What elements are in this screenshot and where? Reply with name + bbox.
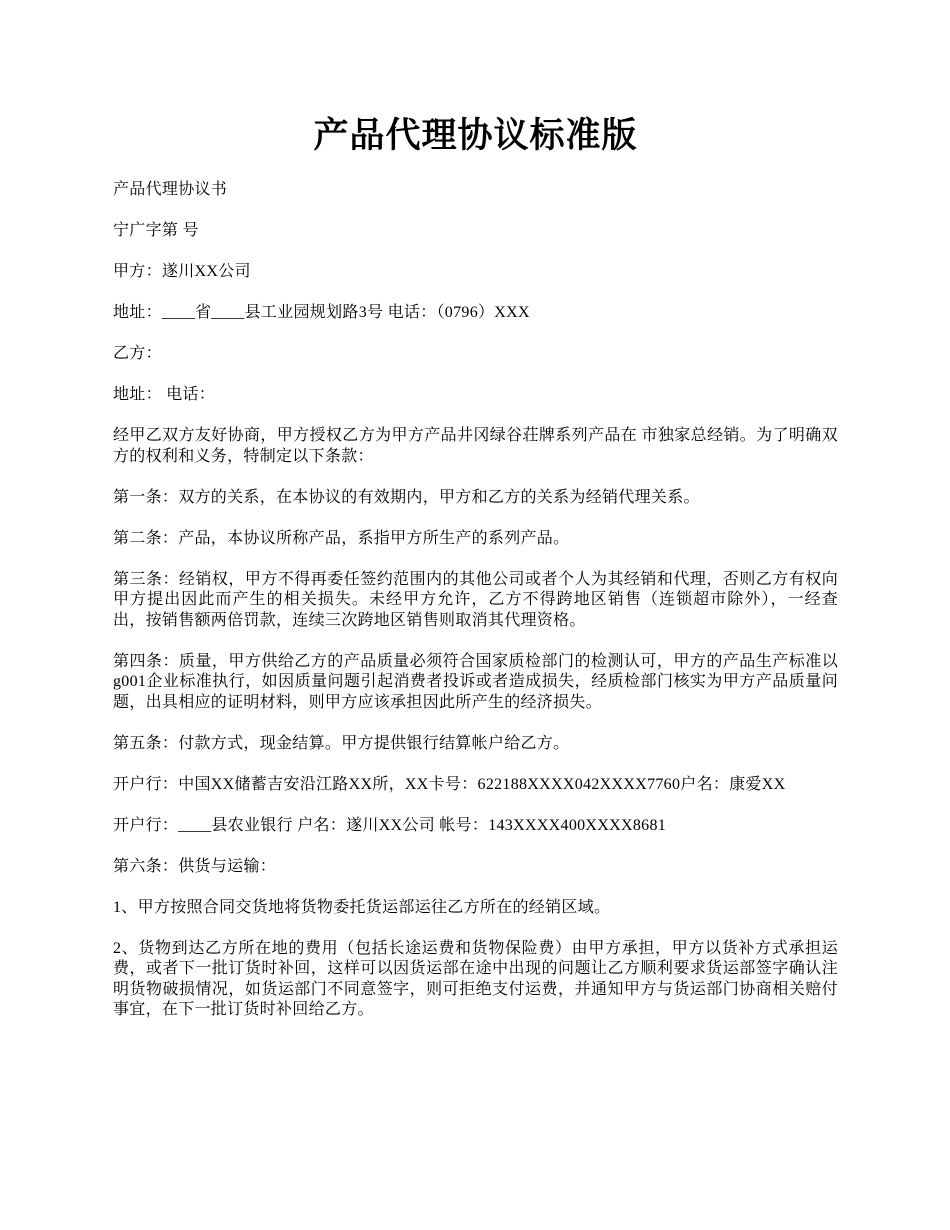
article-1: 第一条：双方的关系，在本协议的有效期内，甲方和乙方的关系为经销代理关系。	[113, 488, 700, 506]
doc-subtitle: 产品代理协议书	[113, 181, 228, 198]
article-4: 第四条：质量，甲方供给乙方的产品质量必须符合国家质检部门的检测认可，甲方的产品生产标准以g001企业标准执行，如因质量问题引起消费者投诉或者造成损失，经质检部门核实为甲方产品质量问题，出具相应的证明材料，则甲方应该承担因此所产生的经济损失。	[113, 652, 838, 711]
bank-account-2: 开户行：____县农业银行 户名：遂川XX公司 帐号：143XXXX400XXXX8681	[113, 816, 667, 834]
article-6-item-1: 1、甲方按照合同交货地将货物委托货运部运往乙方所在的经销区域。	[113, 898, 611, 916]
party-a-address: 地址：____省____县工业园规划路3号 电话：（0796）XXX	[113, 304, 530, 321]
article-5: 第五条：付款方式，现金结算。甲方提供银行结算帐户给乙方。	[113, 734, 570, 752]
party-b-name: 乙方：	[113, 345, 162, 362]
article-6-item-2: 2、货物到达乙方所在地的费用（包括长途运费和货物保险费）由甲方承担，甲方以货补方式承担运费，或者下一批订货时补回，这样可以因货运部在途中出现的问题让乙方顺利要求货运部签字确认注明货物破损情况，如货运部门不同意签字，则可拒绝支付运费，并通知甲方与货运部门协商相关赔付事宜，在下一批订货时补回给乙方。	[113, 939, 838, 1018]
party-b-address: 地址： 电话：	[113, 386, 216, 403]
party-a-name: 甲方：遂川XX公司	[113, 263, 251, 280]
document-title: 产品代理协议标准版	[313, 116, 638, 155]
article-3: 第三条：经销权，甲方不得再委任签约范围内的其他公司或者个人为其经销和代理，否则乙方有权向甲方提出因此而产生的相关损失。未经甲方允许，乙方不得跨地区销售（连锁超市除外），一经查出，按销售额两倍罚款，连续三次跨地区销售则取消其代理资格。	[113, 570, 838, 629]
bank-account-1: 开户行：中国XX储蓄吉安沿江路XX所，XX卡号：622188XXXX042XXXX7760户名：康爱XX	[113, 775, 786, 793]
article-6-heading: 第六条：供货与运输：	[113, 857, 277, 875]
preamble-paragraph: 经甲乙双方友好协商，甲方授权乙方为甲方产品井冈绿谷荘牌系列产品在 市独家总经销。为了明确双方的权利和义务，特制定以下条款：	[113, 427, 838, 465]
doc-reference-number: 宁广字第 号	[113, 222, 199, 239]
article-2: 第二条：产品，本协议所称产品，系指甲方所生产的系列产品。	[113, 529, 570, 547]
